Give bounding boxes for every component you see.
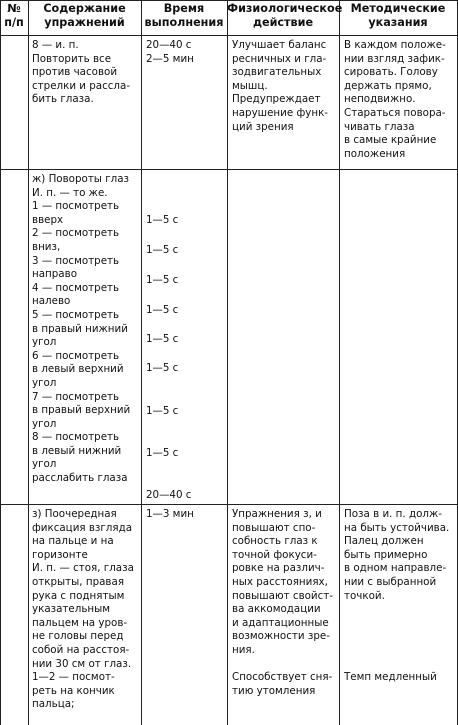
text-line: мышц. — [232, 79, 268, 92]
text-line: возможности зре- — [232, 630, 330, 643]
text-line: нии 30 см от глаз. — [32, 657, 132, 670]
text-line: ных расстояниях, — [232, 575, 328, 588]
text-line: сировать. Голову — [344, 66, 438, 79]
text-line: в правый нижний — [32, 322, 128, 335]
header-time: Время выполнения — [144, 2, 224, 29]
text-line: быть примерно — [344, 548, 428, 561]
text-line: угол — [32, 458, 57, 471]
text-line: 1—3 мин — [146, 508, 194, 520]
table-border-left — [0, 0, 1, 725]
text-line: угол — [32, 376, 57, 389]
text-line: 1 — посмотреть — [32, 200, 120, 213]
header-divider — [0, 35, 458, 36]
text-line: указательным — [32, 603, 111, 616]
text-line: точной фокуси- — [232, 548, 317, 561]
text-line: в самые крайние — [344, 134, 437, 147]
row3-notes — [344, 508, 449, 685]
row2-time-6: 1—5 с — [146, 362, 179, 374]
table-border-top — [0, 0, 458, 1]
text-line: чивать глаза — [344, 120, 415, 133]
text-line: рука с поднятым — [32, 589, 125, 602]
header-content: Содержание упражнений — [43, 2, 126, 29]
text-line: Предупреждает — [232, 93, 321, 106]
text-line: Повторить все — [32, 52, 112, 65]
text-line: 6 — посмотреть — [32, 349, 120, 362]
text-line: бить глаза. — [32, 93, 94, 106]
text-line: держать прямо, — [344, 79, 432, 92]
column-divider — [141, 0, 142, 725]
text-line — [344, 644, 449, 658]
row2-time-1: 1—5 с — [146, 214, 179, 226]
header-number: № п/п — [4, 2, 24, 29]
text-line: реть на кончик — [32, 684, 115, 697]
text-line: з) Поочередная — [32, 508, 117, 520]
text-line: угол — [32, 336, 57, 349]
text-line: пальца; — [32, 698, 75, 711]
text-line: повышают свойст- — [232, 589, 333, 602]
row2-time-5: 1—5 с — [146, 333, 179, 345]
text-line: на пальце и на — [32, 535, 114, 548]
text-line: Упражнения з, и — [232, 508, 322, 520]
header-notes: Методические указания — [350, 2, 446, 29]
header-effect: Физиологическое действие — [227, 2, 343, 29]
row2-time-4: 1—5 с — [146, 304, 179, 316]
text-line: зодвигательных — [232, 66, 322, 79]
text-line: В каждом положе- — [344, 39, 446, 51]
text-line — [344, 630, 449, 644]
text-line — [344, 658, 449, 672]
row-divider — [0, 169, 458, 170]
row3-time — [146, 508, 194, 522]
text-line: в левый нижний — [32, 444, 122, 457]
text-line: горизонте — [32, 548, 88, 561]
text-line: положения — [344, 147, 406, 160]
text-line: И. п. — стоя, глаза — [32, 562, 134, 575]
text-line: 8 — посмотреть — [32, 431, 120, 444]
text-line: Палец должен — [344, 535, 424, 548]
text-line: Улучшает баланс — [232, 39, 327, 51]
text-line: Стараться повора- — [344, 106, 446, 119]
text-line: в одном направле- — [344, 562, 447, 575]
text-line: 7 — посмотреть — [32, 390, 120, 403]
text-line: в правый верхний — [32, 404, 131, 417]
text-line: 5 — посмотреть — [32, 308, 120, 321]
text-line: против часовой — [32, 66, 118, 79]
text-line: 8 — и. п. — [32, 39, 79, 51]
column-divider — [339, 0, 340, 725]
row2-time-2: 1—5 с — [146, 244, 179, 256]
text-line: Способствует сня- — [232, 671, 333, 684]
text-line: ва аккомодации — [232, 603, 321, 616]
text-line: не головы перед — [32, 630, 124, 643]
column-divider — [28, 0, 29, 725]
text-line: нарушение функ- — [232, 106, 329, 119]
column-divider — [227, 0, 228, 725]
text-line: нии взгляд зафик- — [344, 52, 445, 65]
text-line: фиксация взгляда — [32, 521, 133, 534]
text-line: 2 — посмотреть — [32, 227, 120, 240]
text-line: неподвижно. — [344, 93, 416, 106]
row2-time-7: 1—5 с — [146, 405, 179, 417]
text-line: 4 — посмотреть — [32, 281, 120, 294]
text-line — [344, 617, 449, 631]
row-divider — [0, 504, 458, 505]
row2-time-3: 1—5 с — [146, 274, 179, 286]
row2-time-8: 1—5 с — [146, 447, 179, 459]
text-line: направо — [32, 268, 77, 281]
text-line: ресничных и гла- — [232, 52, 327, 65]
text-line: и адаптационные — [232, 616, 329, 629]
row2-time-9: 20—40 с — [146, 489, 192, 501]
text-line: 1—2 — посмот- — [32, 671, 115, 684]
text-line: ния. — [232, 643, 255, 656]
text-line: собой на расстоя- — [32, 643, 130, 656]
text-line: налево — [32, 295, 71, 308]
row1-content — [32, 39, 130, 107]
text-line: стрелки и рассла- — [32, 79, 131, 92]
text-line: И. п. — то же. — [32, 186, 108, 199]
row1-notes — [344, 39, 446, 161]
row1-time — [146, 39, 194, 66]
text-line: расслабить глаза — [32, 472, 128, 485]
text-line: ж) Повороты глаз — [32, 173, 129, 185]
row2-content — [32, 173, 130, 486]
text-line: точкой. — [344, 589, 385, 602]
text-line: на быть устойчива. — [344, 521, 450, 534]
text-line: нии с выбранной — [344, 575, 437, 588]
text-line: Поза в и. п. долж- — [344, 508, 442, 520]
text-line: собность глаз к — [232, 535, 318, 548]
text-line: 20—40 с — [146, 39, 192, 51]
text-line: ций зрения — [232, 120, 294, 133]
row3-effect — [232, 508, 333, 698]
text-line — [232, 658, 333, 672]
text-line: Темп медленный — [344, 671, 437, 684]
text-line: тию утомления — [232, 684, 316, 697]
row3-content — [32, 508, 134, 712]
text-line: в левый верхний — [32, 363, 124, 376]
text-line: 3 — посмотреть — [32, 254, 120, 267]
text-line: пальцем на уров- — [32, 616, 128, 629]
row1-effect — [232, 39, 328, 134]
text-line: 2—5 мин — [146, 52, 194, 65]
text-line: вверх — [32, 213, 64, 226]
text-line: открыты, правая — [32, 575, 125, 588]
text-line: повышают спо- — [232, 521, 316, 534]
text-line: ровке на различ- — [232, 562, 325, 575]
text-line: угол — [32, 417, 57, 430]
text-line — [344, 603, 449, 617]
text-line: вниз, — [32, 240, 61, 253]
